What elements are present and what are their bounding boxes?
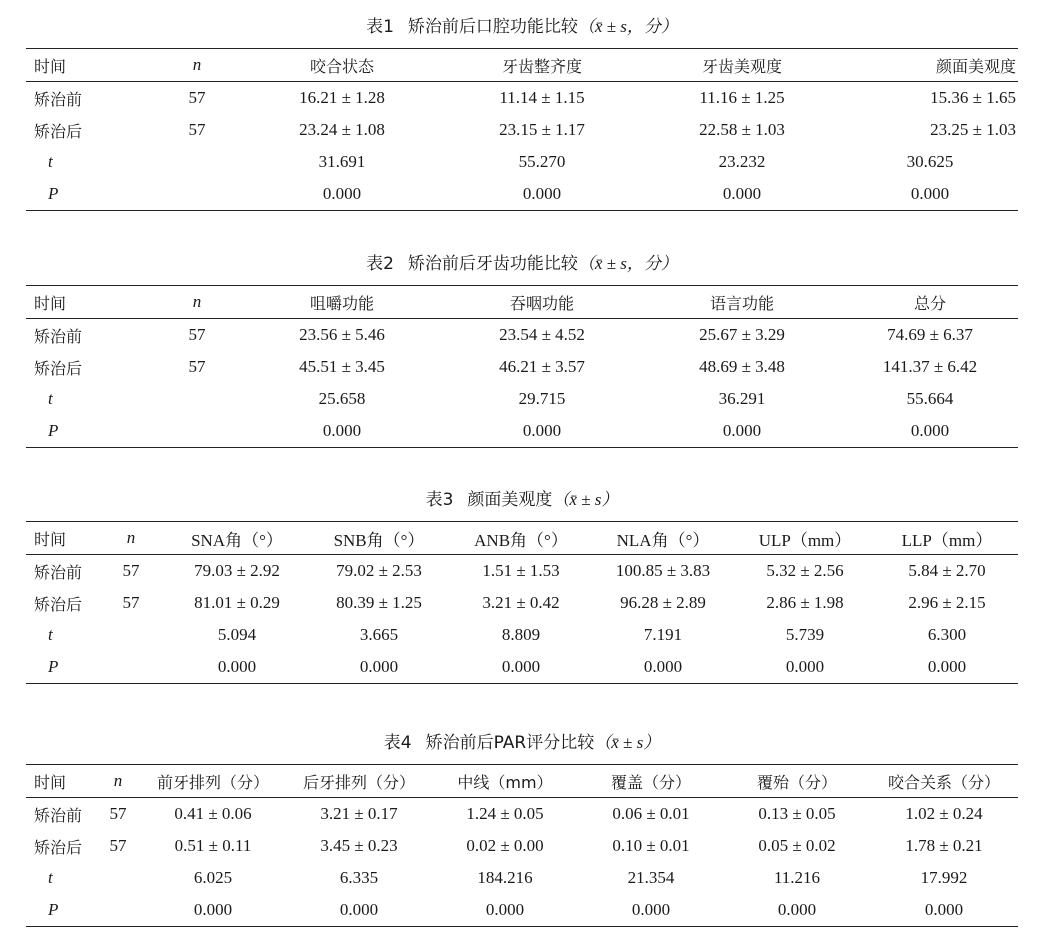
header-anterior-alignment: 前牙排列（分） bbox=[156, 772, 269, 792]
table-cell: 0.000 bbox=[910, 421, 950, 440]
table-cell: 23.232 bbox=[718, 152, 766, 171]
row-label-p: P bbox=[48, 421, 59, 440]
table-cell: 0.000 bbox=[643, 657, 683, 676]
table-cell: 141.37 ± 6.42 bbox=[882, 357, 978, 376]
header-chewing: 咀嚼功能 bbox=[309, 293, 374, 313]
row-label-t: t bbox=[48, 868, 53, 887]
table-4-title: 矫治前后PAR评分比较 bbox=[425, 733, 595, 753]
table-cell: 23.56 ± 5.46 bbox=[299, 325, 385, 344]
table-2-title: 矫治前后牙齿功能比较 bbox=[407, 254, 578, 274]
table-cell: 0.000 bbox=[322, 184, 362, 203]
table-row bbox=[26, 146, 1018, 178]
table-cell: 25.658 bbox=[318, 389, 366, 408]
header-tooth-aesthetics: 牙齿美观度 bbox=[701, 56, 782, 76]
table-cell: 0.06 ± 0.01 bbox=[612, 804, 690, 823]
table-3-caption bbox=[26, 485, 1018, 510]
header-llp: LLP（mm） bbox=[901, 530, 993, 550]
table-cell: 0.51 ± 0.11 bbox=[174, 836, 252, 855]
table-cell: 0.000 bbox=[339, 900, 379, 919]
table-cell: 74.69 ± 6.37 bbox=[887, 325, 973, 344]
table-4-number: 表4 bbox=[383, 733, 412, 753]
table-cell: 55.664 bbox=[906, 389, 954, 408]
cell-n: 57 bbox=[122, 593, 140, 612]
row-label: 矫治后 bbox=[34, 358, 83, 378]
table-cell: 184.216 bbox=[477, 868, 533, 887]
table-cell: 2.96 ± 2.15 bbox=[908, 593, 986, 612]
table-header-row bbox=[26, 49, 1018, 82]
header-tooth-alignment: 牙齿整齐度 bbox=[501, 56, 582, 76]
table-header-row bbox=[26, 522, 1018, 555]
table-cell: 48.69 ± 3.48 bbox=[699, 357, 785, 376]
header-ulp: ULP（mm） bbox=[758, 530, 852, 550]
table-row bbox=[26, 351, 1018, 383]
table-cell: 11.16 ± 1.25 bbox=[699, 88, 785, 107]
table-cell: 8.809 bbox=[501, 625, 541, 644]
row-label-p: P bbox=[48, 657, 59, 676]
table-row bbox=[26, 555, 1018, 588]
table-3-stat: （x̄ ± s） bbox=[552, 490, 619, 509]
cell-n: 57 bbox=[188, 325, 206, 344]
table-cell: 31.691 bbox=[318, 152, 366, 171]
header-n: n bbox=[192, 55, 202, 74]
header-n: n bbox=[113, 771, 123, 790]
table-cell: 25.67 ± 3.29 bbox=[699, 325, 785, 344]
table-cell: 5.84 ± 2.70 bbox=[908, 561, 986, 580]
row-label: 矫治后 bbox=[34, 837, 83, 857]
table-cell: 3.665 bbox=[359, 625, 399, 644]
table-cell: 3.45 ± 0.23 bbox=[320, 836, 398, 855]
table-cell: 16.21 ± 1.28 bbox=[299, 88, 385, 107]
cell-n bbox=[152, 383, 242, 415]
cell-n: 57 bbox=[109, 804, 127, 823]
header-overbite: 覆殆（分） bbox=[756, 772, 837, 792]
table-4-stat: （x̄ ± s） bbox=[594, 733, 661, 752]
table-cell: 5.094 bbox=[217, 625, 257, 644]
table-cell: 0.02 ± 0.00 bbox=[466, 836, 544, 855]
header-time: 时间 bbox=[34, 293, 67, 313]
table-cell: 0.000 bbox=[485, 900, 525, 919]
row-label-p: P bbox=[48, 900, 59, 919]
row-label: 矫治前 bbox=[34, 89, 83, 109]
table-cell: 0.000 bbox=[777, 900, 817, 919]
table-cell: 29.715 bbox=[518, 389, 566, 408]
row-label: 矫治前 bbox=[34, 805, 83, 825]
table-cell: 3.21 ± 0.17 bbox=[320, 804, 398, 823]
table-cell: 17.992 bbox=[920, 868, 968, 887]
table-row bbox=[26, 587, 1018, 619]
header-overjet: 覆盖（分） bbox=[610, 772, 691, 792]
table-cell: 0.000 bbox=[910, 184, 950, 203]
cell-n bbox=[96, 619, 166, 651]
table-cell: 0.000 bbox=[522, 184, 562, 203]
table-row bbox=[26, 383, 1018, 415]
table-1-title: 矫治前后口腔功能比较 bbox=[407, 17, 578, 37]
cell-n: 57 bbox=[122, 561, 140, 580]
table-1-stat: （x̄ ± s，分） bbox=[577, 17, 678, 36]
table-4 bbox=[26, 764, 1018, 927]
header-sna: SNA角（°） bbox=[191, 530, 283, 550]
table-cell: 7.191 bbox=[643, 625, 683, 644]
header-time: 时间 bbox=[34, 529, 67, 549]
table-header-row bbox=[26, 286, 1018, 319]
table-cell: 11.14 ± 1.15 bbox=[499, 88, 585, 107]
table-cell: 6.025 bbox=[193, 868, 233, 887]
header-anb: ANB角（°） bbox=[474, 530, 568, 550]
row-label-t: t bbox=[48, 389, 53, 408]
table-row bbox=[26, 178, 1018, 211]
table-cell: 23.24 ± 1.08 bbox=[299, 120, 385, 139]
header-bite-state: 咬合状态 bbox=[309, 56, 374, 76]
table-cell: 55.270 bbox=[518, 152, 566, 171]
header-n: n bbox=[126, 528, 136, 547]
table-cell: 80.39 ± 1.25 bbox=[336, 593, 422, 612]
table-cell: 11.216 bbox=[773, 868, 821, 887]
table-2-stat: （x̄ ± s，分） bbox=[577, 254, 678, 273]
table-cell: 2.86 ± 1.98 bbox=[766, 593, 844, 612]
table-1-number: 表1 bbox=[366, 17, 394, 37]
table-header-row bbox=[26, 765, 1018, 798]
table-cell: 23.54 ± 4.52 bbox=[499, 325, 585, 344]
table-cell: 45.51 ± 3.45 bbox=[299, 357, 385, 376]
table-cell: 15.36 ± 1.65 bbox=[930, 88, 1016, 107]
table-1-caption bbox=[26, 12, 1018, 37]
cell-n bbox=[96, 862, 140, 894]
cell-n: 57 bbox=[109, 836, 127, 855]
table-cell: 0.000 bbox=[785, 657, 825, 676]
cell-n: 57 bbox=[188, 357, 206, 376]
table-row bbox=[26, 114, 1018, 146]
header-nla: NLA角（°） bbox=[616, 530, 710, 550]
cell-n: 57 bbox=[188, 120, 206, 139]
table-cell: 6.335 bbox=[339, 868, 379, 887]
table-cell: 23.25 ± 1.03 bbox=[930, 120, 1016, 139]
header-swallowing: 吞咽功能 bbox=[509, 293, 574, 313]
header-n: n bbox=[192, 292, 202, 311]
table-cell: 0.000 bbox=[359, 657, 399, 676]
cell-n bbox=[96, 894, 140, 927]
header-midline: 中线（mm） bbox=[457, 772, 553, 792]
table-row bbox=[26, 798, 1018, 831]
table-cell: 0.000 bbox=[631, 900, 671, 919]
table-cell: 100.85 ± 3.83 bbox=[615, 561, 711, 580]
table-3-number: 表3 bbox=[425, 490, 454, 510]
cell-n bbox=[152, 146, 242, 178]
table-cell: 96.28 ± 2.89 bbox=[620, 593, 706, 612]
row-label-p: P bbox=[48, 184, 59, 203]
table-2-number: 表2 bbox=[366, 254, 394, 274]
header-time: 时间 bbox=[34, 772, 67, 792]
table-cell: 0.000 bbox=[924, 900, 964, 919]
table-3 bbox=[26, 521, 1018, 684]
table-cell: 1.02 ± 0.24 bbox=[905, 804, 983, 823]
table-cell: 46.21 ± 3.57 bbox=[499, 357, 585, 376]
table-row bbox=[26, 830, 1018, 862]
table-cell: 0.000 bbox=[522, 421, 562, 440]
header-snb: SNB角（°） bbox=[333, 530, 425, 550]
table-4-caption bbox=[26, 728, 1018, 753]
table-2 bbox=[26, 285, 1018, 448]
cell-n bbox=[152, 178, 242, 211]
table-2-caption bbox=[26, 249, 1018, 274]
table-cell: 81.01 ± 0.29 bbox=[194, 593, 280, 612]
row-label-t: t bbox=[48, 625, 53, 644]
table-cell: 1.24 ± 0.05 bbox=[466, 804, 544, 823]
table-cell: 30.625 bbox=[906, 152, 954, 171]
cell-n bbox=[152, 415, 242, 448]
header-occlusal-relation: 咬合关系（分） bbox=[887, 772, 1000, 792]
row-label-t: t bbox=[48, 152, 53, 171]
table-cell: 5.739 bbox=[785, 625, 825, 644]
table-1 bbox=[26, 48, 1018, 211]
table-row bbox=[26, 319, 1018, 352]
cell-n bbox=[96, 651, 166, 684]
table-cell: 0.05 ± 0.02 bbox=[758, 836, 836, 855]
table-cell: 36.291 bbox=[718, 389, 766, 408]
table-cell: 0.000 bbox=[927, 657, 967, 676]
table-cell: 0.000 bbox=[217, 657, 257, 676]
table-cell: 21.354 bbox=[627, 868, 675, 887]
table-row bbox=[26, 82, 1018, 115]
table-cell: 0.000 bbox=[722, 421, 762, 440]
table-row bbox=[26, 619, 1018, 651]
header-facial-aesthetics: 颜面美观度 bbox=[935, 56, 1016, 76]
table-row bbox=[26, 651, 1018, 684]
table-cell: 23.15 ± 1.17 bbox=[499, 120, 585, 139]
header-time: 时间 bbox=[34, 56, 67, 76]
table-cell: 0.000 bbox=[322, 421, 362, 440]
row-label: 矫治后 bbox=[34, 594, 83, 614]
row-label: 矫治前 bbox=[34, 326, 83, 346]
table-cell: 0.41 ± 0.06 bbox=[174, 804, 252, 823]
table-cell: 79.03 ± 2.92 bbox=[194, 561, 280, 580]
table-cell: 0.000 bbox=[193, 900, 233, 919]
table-cell: 3.21 ± 0.42 bbox=[482, 593, 560, 612]
table-row bbox=[26, 894, 1018, 927]
table-cell: 0.13 ± 0.05 bbox=[758, 804, 836, 823]
table-cell: 0.000 bbox=[501, 657, 541, 676]
header-total: 总分 bbox=[913, 293, 946, 313]
cell-n: 57 bbox=[188, 88, 206, 107]
header-speech: 语言功能 bbox=[709, 293, 774, 313]
table-row bbox=[26, 415, 1018, 448]
table-cell: 0.000 bbox=[722, 184, 762, 203]
table-3-title: 颜面美观度 bbox=[467, 490, 553, 510]
table-cell: 6.300 bbox=[927, 625, 967, 644]
table-cell: 1.78 ± 0.21 bbox=[905, 836, 983, 855]
row-label: 矫治后 bbox=[34, 121, 83, 141]
table-cell: 1.51 ± 1.53 bbox=[482, 561, 560, 580]
table-cell: 0.10 ± 0.01 bbox=[612, 836, 690, 855]
table-cell: 22.58 ± 1.03 bbox=[699, 120, 785, 139]
header-posterior-alignment: 后牙排列（分） bbox=[302, 772, 415, 792]
table-row bbox=[26, 862, 1018, 894]
table-cell: 79.02 ± 2.53 bbox=[336, 561, 422, 580]
table-cell: 5.32 ± 2.56 bbox=[766, 561, 844, 580]
row-label: 矫治前 bbox=[34, 562, 83, 582]
